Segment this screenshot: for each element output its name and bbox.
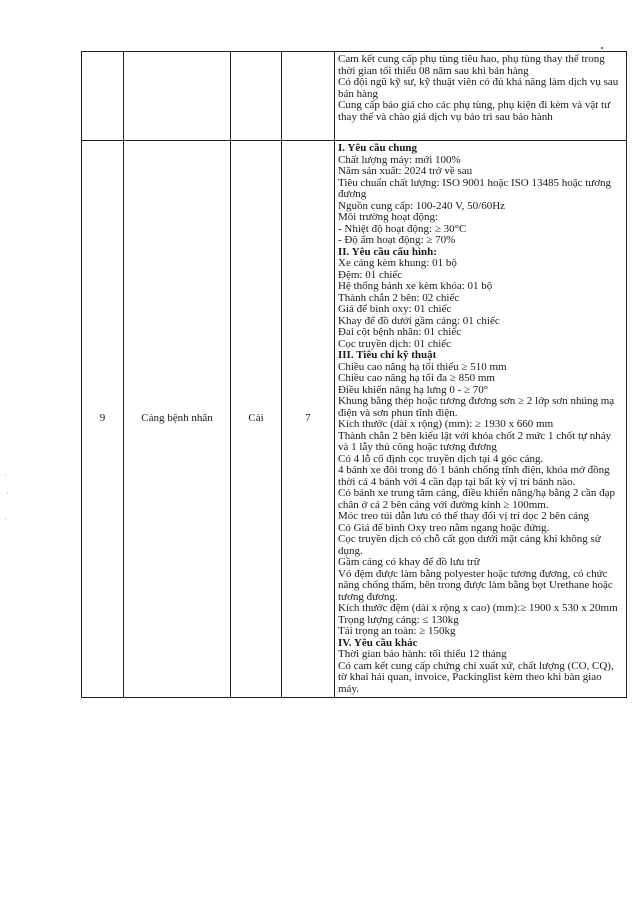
spec-line: Năm sản xuất: 2024 trở về sau	[338, 165, 473, 177]
spec-line: Cọc truyền dịch: 01 chiếc	[338, 337, 452, 350]
spec-line: Đai cột bệnh nhân: 01 chiếc	[338, 326, 462, 338]
requirement-line: Có đội ngũ kỹ sư, kỹ thuật viên có đủ khả năng làm dịch vụ sau bán hàng	[338, 76, 619, 100]
spec-line: Khung bằng thép hoặc tương đương sơn ≥ 2 lớp sơn nhúng mạ điện và sơn phun tĩnh điện.	[338, 395, 615, 419]
item-number: 9	[82, 141, 124, 698]
spec-line: Tải trọng an toàn: ≥ 150kg	[338, 625, 456, 637]
table-row-previous-item	[82, 52, 627, 141]
requirement-line: Cung cấp báo giá cho các phụ tùng, phụ kiện đi kèm và vật tư thay thế và chào giá dịch vụ bảo trì sau bảo hành	[338, 99, 611, 123]
requirement-line: Cam kết cung cấp phụ tùng tiêu hao, phụ tùng thay thế trong thời gian tối thiểu 08 năm sau khi bán hàng	[338, 53, 605, 77]
spec-line: Chiều cao nâng hạ tối đa ≥ 850 mm	[338, 372, 495, 384]
spec-line: Có 4 lỗ cố định cọc truyền dịch tại 4 góc cáng.	[338, 452, 544, 465]
spec-line: Kích thước đệm (dài x rộng x cao) (mm):≥ 1900 x 530 x 20mm	[338, 602, 618, 614]
spec-line: Có Giá để bình Oxy treo nằm ngang hoặc đứng.	[338, 521, 550, 534]
table-row-item-9	[82, 141, 627, 698]
spec-line: Điều khiển nâng hạ lưng 0 - ≥ 70°	[338, 383, 489, 396]
cell-unit-empty	[231, 52, 282, 141]
cell-qty-empty	[282, 52, 335, 141]
spec-line: Hệ thống bánh xe kèm khóa: 01 bộ	[338, 280, 493, 292]
spec-line: Có cam kết cung cấp chứng chỉ xuất xứ, chất lượng (CO, CQ), tờ khai hải quan, invoice, Packinglist kèm theo khi bàn giao máy.	[338, 659, 614, 695]
item-unit: Cái	[231, 141, 282, 698]
spec-line: Khay để đồ dưới gầm cáng: 01 chiếc	[338, 314, 500, 327]
section-heading: IV. Yêu cầu khác	[338, 636, 418, 649]
spec-line: - Độ ẩm hoạt động: ≥ 70%	[338, 234, 456, 246]
item-name: Cáng bệnh nhân	[124, 141, 231, 698]
spec-line: Môi trường hoạt động:	[338, 211, 439, 223]
scan-speck	[601, 47, 603, 49]
spec-line: Giá để bình oxy: 01 chiếc	[338, 303, 452, 315]
spec-line: 4 bánh xe đôi trong đó 1 bánh chống tĩnh điện, khóa mở đồng thời cả 4 bánh với 4 cần đạp tại bất kỳ vị trí bánh nào.	[338, 464, 610, 488]
section-heading: I. Yêu cầu chung	[338, 142, 418, 154]
spec-line: Có bánh xe trung tâm cáng, điều khiển nâng/hạ bằng 2 cần đạp chân ở cả 2 bên cáng với đường kính ≥ 100mm.	[338, 487, 616, 511]
specification-table	[81, 51, 627, 698]
cell-name-empty	[124, 52, 231, 141]
section-heading: II. Yêu cầu cấu hình:	[338, 245, 437, 258]
scan-mark: ·	[4, 470, 7, 480]
spec-line: Thành chắn 2 bên kiểu lật với khóa chốt 2 mức 1 chốt tự nhảy và 1 lẫy thủ công hoặc tương đương	[338, 429, 612, 453]
cell-requirements-previous	[335, 52, 627, 141]
spec-line: Kích thước (dài x rộng) (mm): ≥ 1930 x 660 mm	[338, 418, 554, 430]
spec-line: Nguồn cung cấp: 100-240 V, 50/60Hz	[338, 199, 506, 212]
spec-line: Xe cáng kèm khung: 01 bộ	[338, 257, 457, 269]
scan-mark: ·	[4, 514, 7, 524]
item-requirements	[335, 141, 627, 698]
spec-line: Gầm cáng có khay để đồ lưu trữ	[338, 556, 480, 568]
spec-line: Trọng lượng cáng: ≤ 130kg	[338, 613, 459, 626]
spec-line: Cọc truyền dịch có chỗ cất gọn dưới mặt cáng khi không sử dụng.	[338, 533, 601, 557]
spec-line: Thời gian bảo hành: tối thiểu 12 tháng	[338, 648, 507, 660]
spec-line: Móc treo túi dẫn lưu có thể thay đổi vị trí dọc 2 bên cáng	[338, 510, 589, 522]
spec-line: Chất lượng máy: mới 100%	[338, 153, 461, 166]
scan-mark: ·	[6, 488, 9, 498]
section-heading: III. Tiêu chí kỹ thuật	[338, 349, 437, 361]
spec-line: Tiêu chuẩn chất lượng: ISO 9001 hoặc ISO 13485 hoặc tương đương	[338, 176, 612, 200]
spec-line: - Nhiệt độ hoạt động: ≥ 30°C	[338, 222, 467, 235]
spec-line: Thành chắn 2 bên: 02 chiếc	[338, 291, 460, 304]
item-quantity: 7	[282, 141, 335, 698]
spec-line: Vỏ đệm được làm bằng polyester hoặc tương đương, có chức năng chống thấm, bên trong được làm bằng bọt Urethane hoặc tương đương.	[338, 567, 613, 603]
cell-no-empty	[82, 52, 124, 141]
spec-line: Đệm: 01 chiếc	[338, 268, 403, 281]
spec-line: Chiều cao nâng hạ tối thiểu ≥ 510 mm	[338, 360, 507, 373]
